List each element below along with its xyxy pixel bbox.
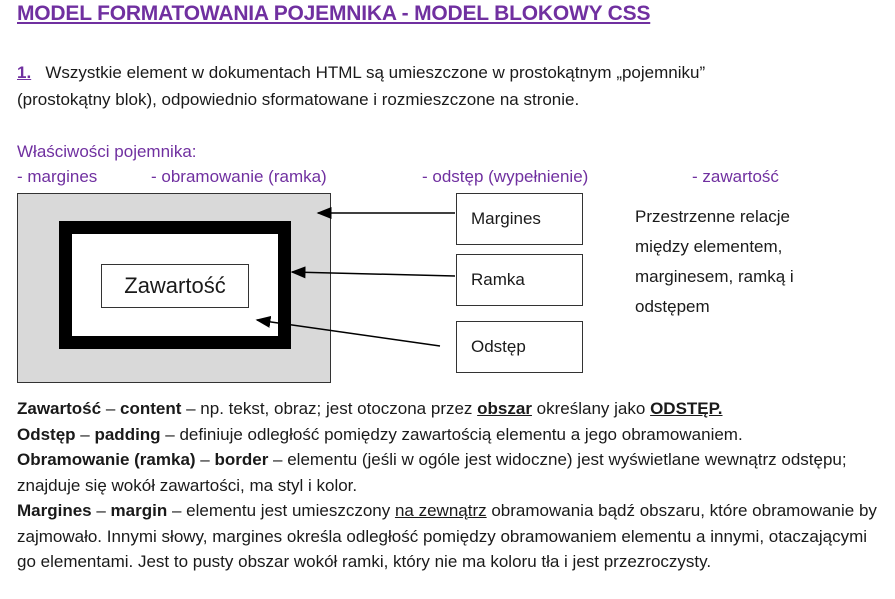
definition-margin: Margines – margin – elementu jest umieszczony na zewnątrz obramowania bądź obszaru, które obramowanie by zajmowało. Innymi słowy, margines określa odległość pomiędzy obramowaniem elementu a innymi, otaczającymi go elementami. Jest to pusty obszar wokół ramki, który nie ma koloru tła i jest przezroczysty. [17,501,877,571]
term-area: obszar [477,399,532,418]
term-border: Obramowanie (ramka) [17,450,196,469]
term-border-en: border [214,450,269,469]
definitions [17,396,887,575]
definition-padding: Odstęp – padding – definiuje odległość pomiędzy zawartością elementu a jego obramowaniem. [17,424,743,444]
property-padding: - odstęp (wypełnienie) [422,167,589,186]
diagram-caption: Przestrzenne relacje między elementem, marginesem, ramką i odstępem [635,207,794,316]
term-content-en: content [120,399,182,418]
term-padding-caps: ODSTĘP. [650,399,723,418]
label-margines-text: Margines [471,209,541,228]
label-ramka-text: Ramka [471,270,525,289]
term-content: Zawartość [17,399,102,418]
arrow-ramka [292,272,455,276]
paragraph-1-line-2: (prostokątny blok), odpowiednio sformatowane i rozmieszczone na stronie. [17,90,580,109]
arrow-odstep [257,320,440,346]
definition-content: Zawartość – content – np. tekst, obraz; jest otoczona przez obszar określany jako ODSTĘP. [17,399,723,418]
page-title: MODEL FORMATOWANIA POJEMNIKA - MODEL BLOKOWY CSS [17,2,651,25]
properties-heading: Właściwości pojemnika: [17,142,197,161]
term-margin-en: margin [110,501,168,520]
term-margin: Margines [17,501,92,520]
label-odstep-text: Odstęp [471,337,526,356]
property-margin: - margines [17,167,98,186]
term-padding-en: padding [94,424,161,444]
content-label: Zawartość [124,273,226,298]
term-outside: na zewnątrz [394,501,487,520]
paragraph-1-text: Wszystkie element w dokumentach HTML są umieszczone w prostokątnym „pojemniku” [45,63,706,82]
paragraph-number: 1. [17,63,32,82]
property-content: - zawartość [692,167,779,186]
property-border: - obramowanie (ramka) [151,167,327,186]
definition-border: Obramowanie (ramka) – border – elementu (jeśli w ogóle jest widoczne) jest wyświetlane wewnątrz odstępu; znajduje się wokół zawartości, ma styl i kolor. [17,450,847,495]
term-padding: Odstęp [17,424,76,444]
